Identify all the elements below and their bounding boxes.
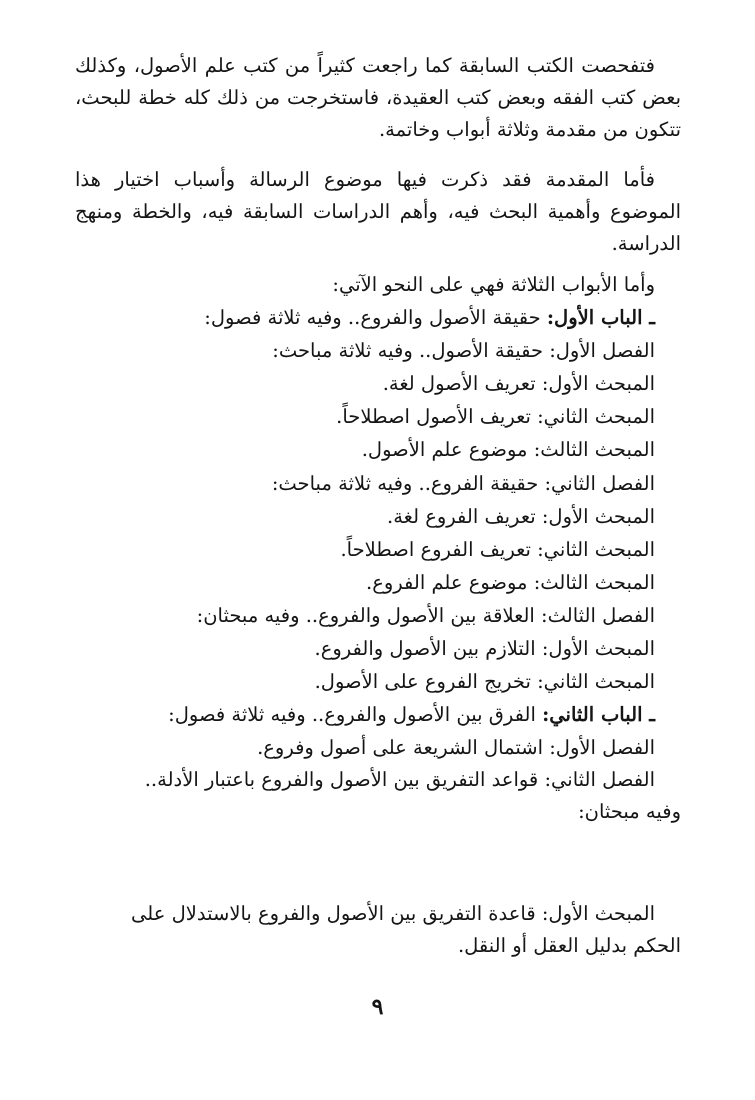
part-one-chapter-3-section-2: المبحث الثاني: تخريج الفروع على الأصول.: [314, 670, 655, 694]
part-one-chapter-2-section-2: المبحث الثاني: تعريف الفروع اصطلاحاً.: [340, 537, 655, 561]
part-one-chapter-1: الفصل الأول: حقيقة الأصول.. وفيه ثلاثة مباحث:: [272, 339, 655, 363]
part-one-chapter-2-section-3: المبحث الثالث: موضوع علم الفروع.: [366, 570, 655, 594]
part-one-chapter-2: الفصل الثاني: حقيقة الفروع.. وفيه ثلاثة مباحث:: [271, 471, 655, 495]
part-two-chapter-2-continuation: وفيه مبحثان:: [578, 800, 681, 824]
part-one-label: ـ الباب الأول:: [546, 306, 655, 330]
outline-lead: وأما الأبواب الثلاثة فهي على النحو الآتي:: [332, 273, 655, 296]
section-1-first-line: المبحث الأول: قاعدة التفريق بين الأصول والفروع بالاستدلال على: [131, 902, 655, 925]
part-one-chapter-1-section-1: المبحث الأول: تعريف الأصول لغة.: [382, 372, 655, 396]
part-one-title: حقيقة الأصول والفروع.. وفيه ثلاثة فصول:: [204, 306, 541, 330]
part-one-chapter-3-section-1: المبحث الأول: التلازم بين الأصول والفروع.: [314, 637, 655, 661]
part-two-chapter-2-section-1: [75, 898, 681, 962]
chapters-outline: [75, 268, 681, 828]
part-two-chapter-2-title: الفصل الثاني: قواعد التفريق بين الأصول والفروع باعتبار الأدلة..: [144, 768, 655, 792]
part-one-chapter-1-section-2: المبحث الثاني: تعريف الأصول اصطلاحاً.: [336, 405, 655, 429]
part-two-label: ـ الباب الثاني:: [542, 703, 655, 727]
intro-paragraph-1: فتفحصت الكتب السابقة كما راجعت كثيراً من كتب علم الأصول، وكذلك بعض كتب الفقه وبعض كتب العقيدة، فاستخرجت من ذلك كله خطة للبحث، تتكون من مقدمة وثلاثة أبواب وخاتمة.: [75, 54, 681, 141]
part-one-chapter-2-section-1: المبحث الأول: تعريف الفروع لغة.: [387, 504, 655, 528]
part-two-chapter-1: الفصل الأول: اشتمال الشريعة على أصول وفروع.: [257, 736, 655, 760]
part-one-chapter-1-section-3: المبحث الثالث: موضوع علم الأصول.: [361, 438, 655, 462]
part-two-heading: [75, 698, 681, 731]
part-one-heading: [75, 301, 681, 334]
part-two-chapter-2: [75, 764, 681, 828]
page-number: ٩: [371, 994, 384, 1020]
part-one-chapter-3: الفصل الثالث: العلاقة بين الأصول والفروع.. وفيه مبحثان:: [196, 603, 655, 627]
part-two-title: الفرق بين الأصول والفروع.. وفيه ثلاثة فصول:: [168, 703, 536, 727]
section-1-continuation: الحكم بدليل العقل أو النقل.: [457, 934, 681, 957]
intro-paragraph-2: فأما المقدمة فقد ذكرت فيها موضوع الرسالة وأسباب اختيار هذا الموضوع وأهمية البحث فيه، وأهم الدراسات السابقة فيه، والخطة ومنهج الدراسة.: [75, 168, 681, 255]
